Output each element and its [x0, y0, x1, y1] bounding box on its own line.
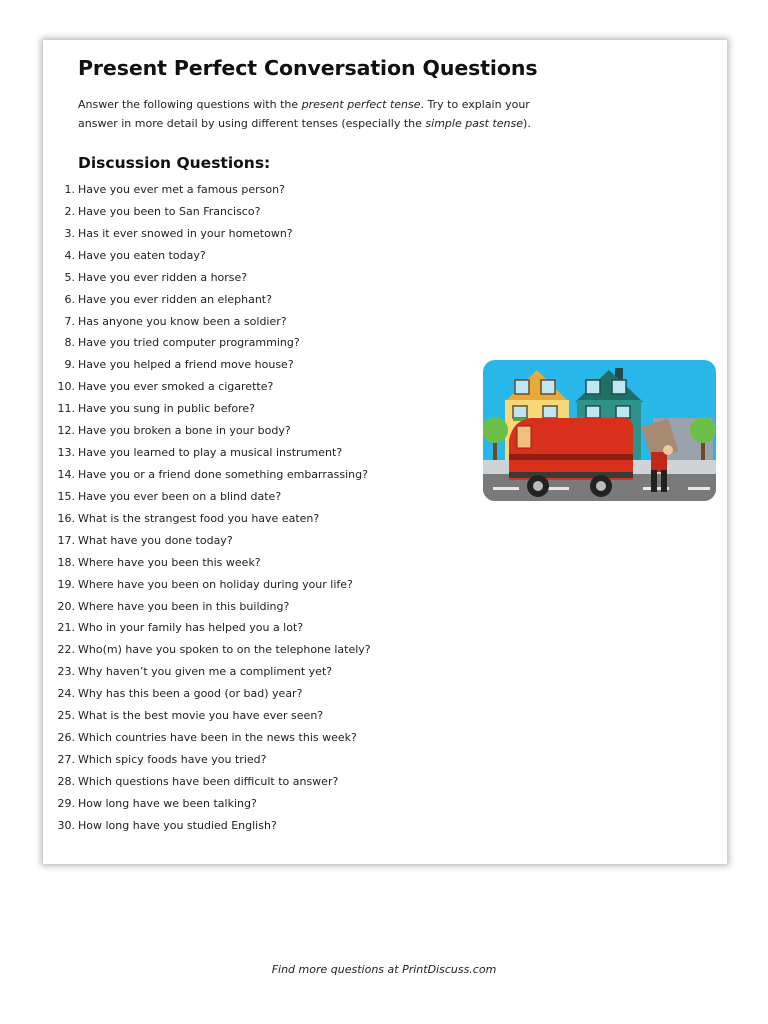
- question-text: Which questions have been difficult to answer?: [78, 774, 339, 788]
- page-title: Present Perfect Conversation Questions: [78, 56, 538, 80]
- question-text: Where have you been in this building?: [78, 599, 290, 613]
- question-item: [43, 575, 463, 597]
- question-item: [43, 531, 463, 553]
- question-number: 26.: [57, 731, 75, 745]
- question-number: 8.: [64, 336, 75, 350]
- question-text: Which spicy foods have you tried?: [78, 752, 267, 766]
- question-item: [43, 662, 463, 684]
- question-item: [43, 684, 463, 706]
- question-number: 27.: [57, 752, 75, 766]
- question-item: [43, 487, 463, 509]
- question-text: Have you helped a friend move house?: [78, 358, 294, 372]
- question-item: [43, 640, 463, 662]
- question-text: Have you tried computer programming?: [78, 336, 300, 350]
- question-text: Have you been to San Francisco?: [78, 204, 261, 218]
- question-number: 23.: [57, 665, 75, 679]
- question-item: [43, 443, 463, 465]
- question-number: 6.: [64, 292, 75, 306]
- question-item: [43, 465, 463, 487]
- question-text: Has anyone you know been a soldier?: [78, 314, 287, 328]
- question-number: 28.: [57, 774, 75, 788]
- question-item: [43, 816, 463, 838]
- worksheet-page: [43, 40, 727, 864]
- question-text: Why haven’t you given me a compliment yet?: [78, 665, 333, 679]
- question-item: [43, 377, 463, 399]
- question-item: [43, 246, 463, 268]
- question-item: [43, 772, 463, 794]
- question-text: Have you learned to play a musical instrument?: [78, 446, 343, 460]
- question-number: 2.: [64, 204, 75, 218]
- section-heading: Discussion Questions:: [78, 154, 271, 172]
- question-number: 15.: [57, 489, 75, 503]
- question-text: How long have we been talking?: [78, 796, 257, 810]
- question-number: 7.: [64, 314, 75, 328]
- question-item: [43, 706, 463, 728]
- instructions-paragraph: [78, 95, 548, 133]
- question-number: 20.: [57, 599, 75, 613]
- question-text: Why has this been a good (or bad) year?: [78, 687, 303, 701]
- question-text: Which countries have been in the news this week?: [78, 731, 357, 745]
- question-number: 16.: [57, 511, 75, 525]
- question-item: [43, 597, 463, 619]
- question-text: Who(m) have you spoken to on the telephone lately?: [78, 643, 371, 657]
- question-text: Have you or a friend done something embarrassing?: [78, 467, 368, 481]
- question-item: [43, 728, 463, 750]
- question-number: 11.: [57, 402, 75, 416]
- question-item: [43, 421, 463, 443]
- instructions-text-3: ).: [523, 117, 531, 130]
- question-text: Have you eaten today?: [78, 248, 206, 262]
- question-number: 10.: [57, 380, 75, 394]
- instructions-emphasis-2: simple past tense: [425, 117, 524, 130]
- question-text: What is the best movie you have ever seen?: [78, 709, 324, 723]
- question-item: [43, 794, 463, 816]
- question-text: How long have you studied English?: [78, 818, 277, 832]
- question-item: [43, 509, 463, 531]
- question-number: 9.: [64, 358, 75, 372]
- question-text: Have you ever been on a blind date?: [78, 489, 282, 503]
- question-number: 29.: [57, 796, 75, 810]
- question-text: Have you ever ridden a horse?: [78, 270, 248, 284]
- question-item: [43, 224, 463, 246]
- footer-text: Find more questions at PrintDiscuss.com: [271, 963, 497, 976]
- instructions-text-2: . Try to explain your answer in more detail by using different tenses (especially the: [78, 98, 530, 130]
- question-number: 5.: [64, 270, 75, 284]
- question-text: Have you ever smoked a cigarette?: [78, 380, 274, 394]
- question-item: [43, 312, 463, 334]
- question-item: [43, 268, 463, 290]
- question-number: 18.: [57, 555, 75, 569]
- question-text: Have you ever ridden an elephant?: [78, 292, 272, 306]
- question-number: 14.: [57, 467, 75, 481]
- question-item: [43, 355, 463, 377]
- question-number: 19.: [57, 577, 75, 591]
- question-item: [43, 333, 463, 355]
- question-number: 12.: [57, 424, 75, 438]
- question-text: Have you broken a bone in your body?: [78, 424, 291, 438]
- question-number: 13.: [57, 446, 75, 460]
- question-text: Where have you been on holiday during your life?: [78, 577, 353, 591]
- question-number: 24.: [57, 687, 75, 701]
- moving-van-image: [483, 360, 716, 501]
- question-text: What is the strangest food you have eaten?: [78, 511, 320, 525]
- instructions-text-1: Answer the following questions with the: [78, 98, 302, 111]
- question-number: 21.: [57, 621, 75, 635]
- question-number: 1.: [64, 183, 75, 196]
- question-item: [43, 399, 463, 421]
- question-text: Have you ever met a famous person?: [78, 183, 285, 196]
- question-item: [43, 618, 463, 640]
- question-number: 4.: [64, 248, 75, 262]
- question-item: [43, 553, 463, 575]
- question-number: 30.: [57, 818, 75, 832]
- question-text: Have you sung in public before?: [78, 402, 256, 416]
- question-text: Where have you been this week?: [78, 555, 261, 569]
- question-number: 22.: [57, 643, 75, 657]
- question-item: [43, 290, 463, 312]
- question-item: [43, 180, 463, 202]
- question-text: Who in your family has helped you a lot?: [78, 621, 304, 635]
- question-text: Has it ever snowed in your hometown?: [78, 226, 293, 240]
- instructions-emphasis-1: present perfect tense: [301, 98, 421, 111]
- question-item: [43, 750, 463, 772]
- question-number: 17.: [57, 533, 75, 547]
- question-text: What have you done today?: [78, 533, 233, 547]
- question-number: 3.: [64, 226, 75, 240]
- moving-van-illustration: [483, 360, 716, 501]
- question-number: 25.: [57, 709, 75, 723]
- question-list: [43, 180, 463, 838]
- question-item: [43, 202, 463, 224]
